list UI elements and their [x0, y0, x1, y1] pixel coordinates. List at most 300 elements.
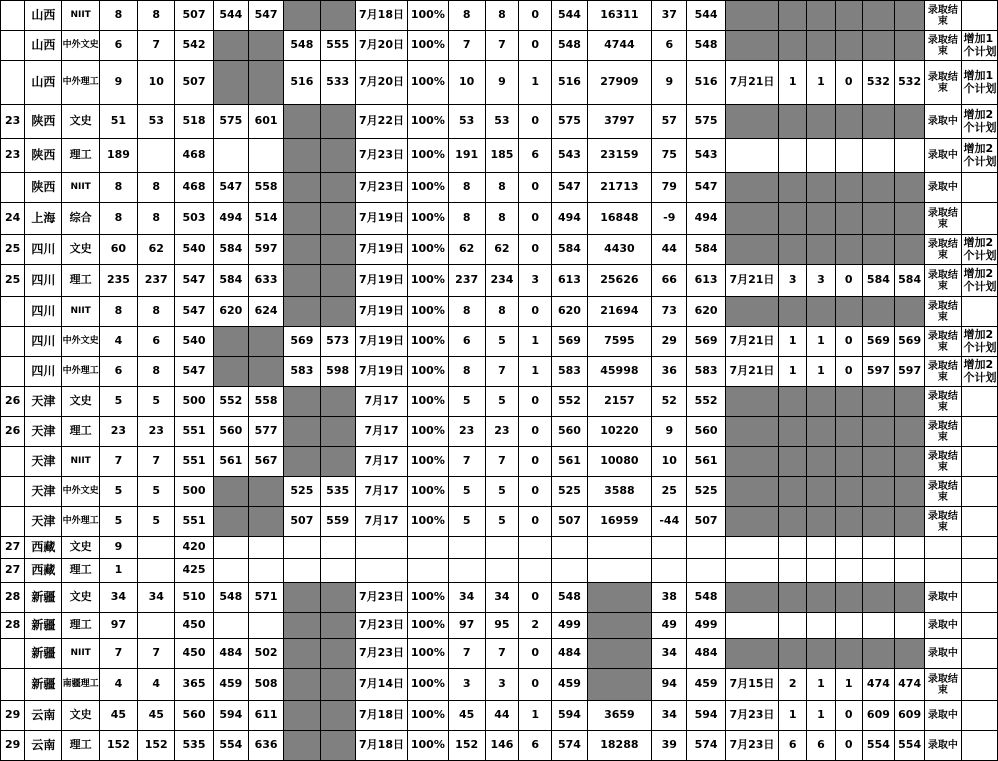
table-cell: 425 [175, 559, 213, 583]
table-cell: 0 [519, 173, 552, 203]
table-cell: 增加2个计划 [961, 139, 997, 173]
table-cell: 增加2个计划 [961, 235, 997, 265]
table-cell: 0 [519, 583, 552, 613]
table-cell: 100% [408, 417, 448, 447]
table-cell: 620 [213, 297, 248, 327]
table-cell: 547 [552, 173, 587, 203]
table-cell: 10 [138, 61, 175, 105]
table-cell: 542 [175, 31, 213, 61]
table-cell [779, 235, 807, 265]
table-cell [213, 477, 248, 507]
table-cell: 507 [175, 1, 213, 31]
table-cell: 234 [485, 265, 518, 297]
table-cell: 文史 [62, 235, 99, 265]
table-cell: 录取结束 [925, 507, 961, 537]
table-cell: 575 [552, 105, 587, 139]
table-cell [519, 537, 552, 559]
table-cell [1, 173, 25, 203]
table-cell: 569 [284, 327, 320, 357]
table-cell: 575 [687, 105, 725, 139]
table-cell [895, 477, 925, 507]
table-cell: 484 [687, 639, 725, 669]
table-cell [835, 139, 862, 173]
table-cell: 7 [485, 639, 518, 669]
table-cell [213, 507, 248, 537]
table-cell: 584 [213, 235, 248, 265]
table-cell: 450 [175, 639, 213, 669]
table-cell: 152 [99, 731, 137, 761]
table-cell: 天津 [25, 447, 62, 477]
table-cell [213, 613, 248, 639]
table-cell: 3 [779, 265, 807, 297]
table-cell [961, 731, 997, 761]
table-row [1, 173, 998, 203]
table-cell: 468 [175, 139, 213, 173]
table-cell [779, 447, 807, 477]
table-cell: 53 [138, 105, 175, 139]
table-cell [138, 139, 175, 173]
table-cell [862, 139, 894, 173]
table-cell: 45 [448, 701, 485, 731]
table-cell: 8 [99, 173, 137, 203]
table-cell [835, 583, 862, 613]
table-cell: 录取结束 [925, 327, 961, 357]
table-cell [862, 477, 894, 507]
table-cell: 8 [448, 173, 485, 203]
table-cell: 增加1个计划 [961, 61, 997, 105]
table-cell [835, 297, 862, 327]
table-cell: 录取中 [925, 613, 961, 639]
table-cell: 23 [1, 139, 25, 173]
table-cell: 山西 [25, 61, 62, 105]
table-cell: 7月17 [355, 507, 407, 537]
table-cell: 484 [552, 639, 587, 669]
table-cell: 525 [687, 477, 725, 507]
table-cell [138, 559, 175, 583]
table-cell: 34 [138, 583, 175, 613]
table-cell: 25 [652, 477, 687, 507]
table-cell: 484 [213, 639, 248, 669]
table-cell [248, 559, 283, 583]
table-cell: 7月21日 [725, 327, 778, 357]
table-cell: 544 [552, 1, 587, 31]
table-cell: 录取中 [925, 731, 961, 761]
table-cell: 574 [552, 731, 587, 761]
table-cell [779, 537, 807, 559]
table-cell [320, 669, 355, 701]
table-cell: NIIT [62, 447, 99, 477]
table-cell: 10 [448, 61, 485, 105]
table-cell: 584 [895, 265, 925, 297]
table-cell: 4 [99, 669, 137, 701]
table-cell [587, 559, 652, 583]
table-cell [961, 173, 997, 203]
table-cell: 583 [552, 357, 587, 387]
table-cell: 624 [248, 297, 283, 327]
table-cell [448, 537, 485, 559]
table-cell: 中外文史 [62, 477, 99, 507]
table-cell: 189 [99, 139, 137, 173]
table-cell [284, 105, 320, 139]
table-cell: 27 [1, 537, 25, 559]
table-cell [213, 61, 248, 105]
table-cell: 8 [99, 297, 137, 327]
table-cell: 185 [485, 139, 518, 173]
table-cell: 7月14日 [355, 669, 407, 701]
table-cell [284, 387, 320, 417]
table-cell: 34 [485, 583, 518, 613]
table-cell: 录取结束 [925, 265, 961, 297]
table-cell [1, 297, 25, 327]
table-cell: 609 [862, 701, 894, 731]
table-cell: 7 [138, 639, 175, 669]
table-cell: 0 [835, 357, 862, 387]
table-cell: 494 [552, 203, 587, 235]
table-cell [835, 203, 862, 235]
table-cell: 四川 [25, 235, 62, 265]
table-cell [1, 327, 25, 357]
table-cell: 450 [175, 613, 213, 639]
table-cell [248, 31, 283, 61]
table-cell [138, 613, 175, 639]
table-cell: 100% [408, 173, 448, 203]
table-cell: 8 [485, 1, 518, 31]
table-cell: 23 [99, 417, 137, 447]
table-cell [1, 477, 25, 507]
table-cell [320, 235, 355, 265]
table-cell: 7月21日 [725, 265, 778, 297]
table-cell: 1 [779, 357, 807, 387]
table-cell [961, 1, 997, 31]
table-row [1, 537, 998, 559]
table-cell [725, 297, 778, 327]
table-cell: 文史 [62, 583, 99, 613]
table-cell: 152 [138, 731, 175, 761]
table-row [1, 105, 998, 139]
table-cell: 573 [320, 327, 355, 357]
table-cell [1, 31, 25, 61]
table-cell: 6 [99, 31, 137, 61]
table-cell: 综合 [62, 203, 99, 235]
table-cell: 6 [138, 327, 175, 357]
table-cell: 100% [408, 61, 448, 105]
table-cell: 1 [779, 701, 807, 731]
table-cell: 97 [99, 613, 137, 639]
table-cell: 8 [138, 203, 175, 235]
table-cell: 新疆 [25, 639, 62, 669]
table-cell: 548 [552, 31, 587, 61]
table-cell: 6 [99, 357, 137, 387]
table-cell: 601 [248, 105, 283, 139]
table-cell: 天津 [25, 417, 62, 447]
table-cell [284, 731, 320, 761]
table-cell [779, 105, 807, 139]
table-cell [587, 613, 652, 639]
table-cell: 7月19日 [355, 203, 407, 235]
table-cell: 5 [485, 327, 518, 357]
table-cell: 574 [687, 731, 725, 761]
table-cell [807, 507, 835, 537]
table-cell: 0 [519, 477, 552, 507]
table-cell: 100% [408, 701, 448, 731]
table-cell: 62 [448, 235, 485, 265]
table-cell: 0 [519, 639, 552, 669]
table-cell: 34 [652, 701, 687, 731]
table-cell: 7 [448, 447, 485, 477]
table-cell [355, 537, 407, 559]
table-cell: NIIT [62, 639, 99, 669]
table-cell [961, 613, 997, 639]
table-row [1, 559, 998, 583]
table-cell: 0 [835, 701, 862, 731]
table-cell [862, 613, 894, 639]
table-cell [835, 477, 862, 507]
table-cell: 8 [138, 173, 175, 203]
table-cell: 文史 [62, 537, 99, 559]
table-cell: -44 [652, 507, 687, 537]
table-row [1, 583, 998, 613]
table-cell [320, 417, 355, 447]
table-row [1, 265, 998, 297]
table-cell: 597 [895, 357, 925, 387]
table-cell: 录取结束 [925, 61, 961, 105]
table-cell: 中外文史 [62, 327, 99, 357]
table-cell [779, 297, 807, 327]
table-cell [725, 417, 778, 447]
table-cell: 6 [519, 139, 552, 173]
table-cell: 0 [519, 31, 552, 61]
table-cell: 25 [1, 265, 25, 297]
table-cell: 100% [408, 105, 448, 139]
table-cell [807, 387, 835, 417]
table-cell: 551 [175, 507, 213, 537]
table-cell [961, 297, 997, 327]
table-cell: 100% [408, 357, 448, 387]
table-cell [835, 31, 862, 61]
table-cell: 7 [138, 31, 175, 61]
table-cell: 25 [1, 235, 25, 265]
table-cell [552, 559, 587, 583]
table-cell: 中外理工 [62, 507, 99, 537]
table-cell: 录取中 [925, 639, 961, 669]
table-cell: 235 [99, 265, 137, 297]
table-cell: 569 [552, 327, 587, 357]
table-cell: 四川 [25, 327, 62, 357]
table-cell: 584 [552, 235, 587, 265]
table-cell [807, 559, 835, 583]
table-cell: 8 [485, 173, 518, 203]
table-cell: 548 [552, 583, 587, 613]
table-cell [652, 537, 687, 559]
table-cell [284, 297, 320, 327]
table-cell: 7月17 [355, 447, 407, 477]
table-cell: 420 [175, 537, 213, 559]
table-cell [725, 507, 778, 537]
table-cell [835, 559, 862, 583]
table-cell [862, 173, 894, 203]
table-cell: 560 [552, 417, 587, 447]
table-cell: 29 [652, 327, 687, 357]
table-cell [925, 559, 961, 583]
table-cell: 547 [687, 173, 725, 203]
table-cell: 新疆 [25, 583, 62, 613]
table-cell [961, 583, 997, 613]
table-cell: 1 [99, 559, 137, 583]
table-cell: 507 [175, 61, 213, 105]
table-cell: 503 [175, 203, 213, 235]
table-cell [779, 203, 807, 235]
table-cell [807, 583, 835, 613]
table-cell: 559 [320, 507, 355, 537]
table-cell: 583 [687, 357, 725, 387]
table-cell [725, 105, 778, 139]
table-cell: 1 [835, 669, 862, 701]
table-cell: 天津 [25, 507, 62, 537]
table-cell: 1 [807, 669, 835, 701]
table-cell: 535 [320, 477, 355, 507]
table-cell [862, 1, 894, 31]
table-cell [284, 701, 320, 731]
table-cell: 3588 [587, 477, 652, 507]
table-cell [807, 477, 835, 507]
table-cell [248, 139, 283, 173]
table-cell [807, 639, 835, 669]
table-cell: 6 [807, 731, 835, 761]
table-cell [485, 559, 518, 583]
table-cell [835, 447, 862, 477]
table-cell: 18288 [587, 731, 652, 761]
table-cell: 29 [1, 701, 25, 731]
table-cell [687, 559, 725, 583]
table-cell: 理工 [62, 265, 99, 297]
table-cell: 24 [1, 203, 25, 235]
table-cell: 7 [448, 639, 485, 669]
table-cell: 567 [248, 447, 283, 477]
table-cell: 录取中 [925, 583, 961, 613]
table-cell [895, 235, 925, 265]
table-cell: 57 [652, 105, 687, 139]
table-cell: 7月17 [355, 387, 407, 417]
table-cell [1, 447, 25, 477]
table-cell [862, 235, 894, 265]
table-cell [355, 559, 407, 583]
table-cell: 502 [248, 639, 283, 669]
table-row [1, 639, 998, 669]
table-cell [725, 537, 778, 559]
table-row [1, 203, 998, 235]
table-cell: 37 [652, 1, 687, 31]
table-cell [408, 559, 448, 583]
table-cell [248, 613, 283, 639]
table-cell: 561 [552, 447, 587, 477]
table-cell [687, 537, 725, 559]
table-cell: 0 [519, 387, 552, 417]
table-cell: 6 [448, 327, 485, 357]
table-cell [320, 537, 355, 559]
table-cell: 7 [99, 639, 137, 669]
table-cell [248, 507, 283, 537]
table-cell: 山西 [25, 31, 62, 61]
table-cell: 9 [485, 61, 518, 105]
table-cell: 27909 [587, 61, 652, 105]
table-cell: 100% [408, 1, 448, 31]
table-cell: 录取中 [925, 139, 961, 173]
table-cell [895, 559, 925, 583]
table-cell: 7月18日 [355, 731, 407, 761]
table-cell: 555 [320, 31, 355, 61]
table-cell: 597 [248, 235, 283, 265]
table-cell: 558 [248, 173, 283, 203]
table-cell [587, 537, 652, 559]
table-cell: 584 [213, 265, 248, 297]
table-row [1, 61, 998, 105]
table-cell: 100% [408, 583, 448, 613]
table-cell: 543 [687, 139, 725, 173]
table-cell: 8 [138, 297, 175, 327]
table-cell: 554 [862, 731, 894, 761]
table-cell: 468 [175, 173, 213, 203]
table-cell: 7月17 [355, 477, 407, 507]
table-cell: 516 [687, 61, 725, 105]
table-cell: 620 [552, 297, 587, 327]
table-cell: 584 [687, 235, 725, 265]
table-cell [961, 669, 997, 701]
table-cell: NIIT [62, 1, 99, 31]
table-cell [320, 173, 355, 203]
table-cell: 100% [408, 477, 448, 507]
table-cell: 7月19日 [355, 235, 407, 265]
table-cell [961, 417, 997, 447]
table-cell: 500 [175, 387, 213, 417]
table-cell: 7 [99, 447, 137, 477]
table-cell: 583 [284, 357, 320, 387]
table-cell [320, 447, 355, 477]
table-cell: 5 [448, 477, 485, 507]
table-cell [961, 507, 997, 537]
table-cell: 1 [807, 61, 835, 105]
table-cell [961, 387, 997, 417]
table-cell [862, 447, 894, 477]
table-cell: 575 [213, 105, 248, 139]
table-cell: 理工 [62, 613, 99, 639]
table-cell: 548 [687, 583, 725, 613]
table-cell: 38 [652, 583, 687, 613]
table-row [1, 357, 998, 387]
table-cell: 7月23日 [355, 173, 407, 203]
table-cell: 录取中 [925, 173, 961, 203]
table-row [1, 477, 998, 507]
table-cell: 0 [519, 105, 552, 139]
table-row [1, 417, 998, 447]
table-cell [725, 203, 778, 235]
table-cell [284, 173, 320, 203]
table-cell: 21694 [587, 297, 652, 327]
table-cell: 0 [519, 235, 552, 265]
table-cell: 535 [175, 731, 213, 761]
table-cell: 45998 [587, 357, 652, 387]
table-cell [895, 203, 925, 235]
table-cell [725, 639, 778, 669]
table-cell: 3 [448, 669, 485, 701]
table-row [1, 297, 998, 327]
table-cell: 中外文史 [62, 31, 99, 61]
table-cell: 1 [807, 327, 835, 357]
table-cell [895, 447, 925, 477]
table-cell: 94 [652, 669, 687, 701]
table-cell: 0 [835, 731, 862, 761]
table-cell [862, 507, 894, 537]
table-cell [807, 537, 835, 559]
